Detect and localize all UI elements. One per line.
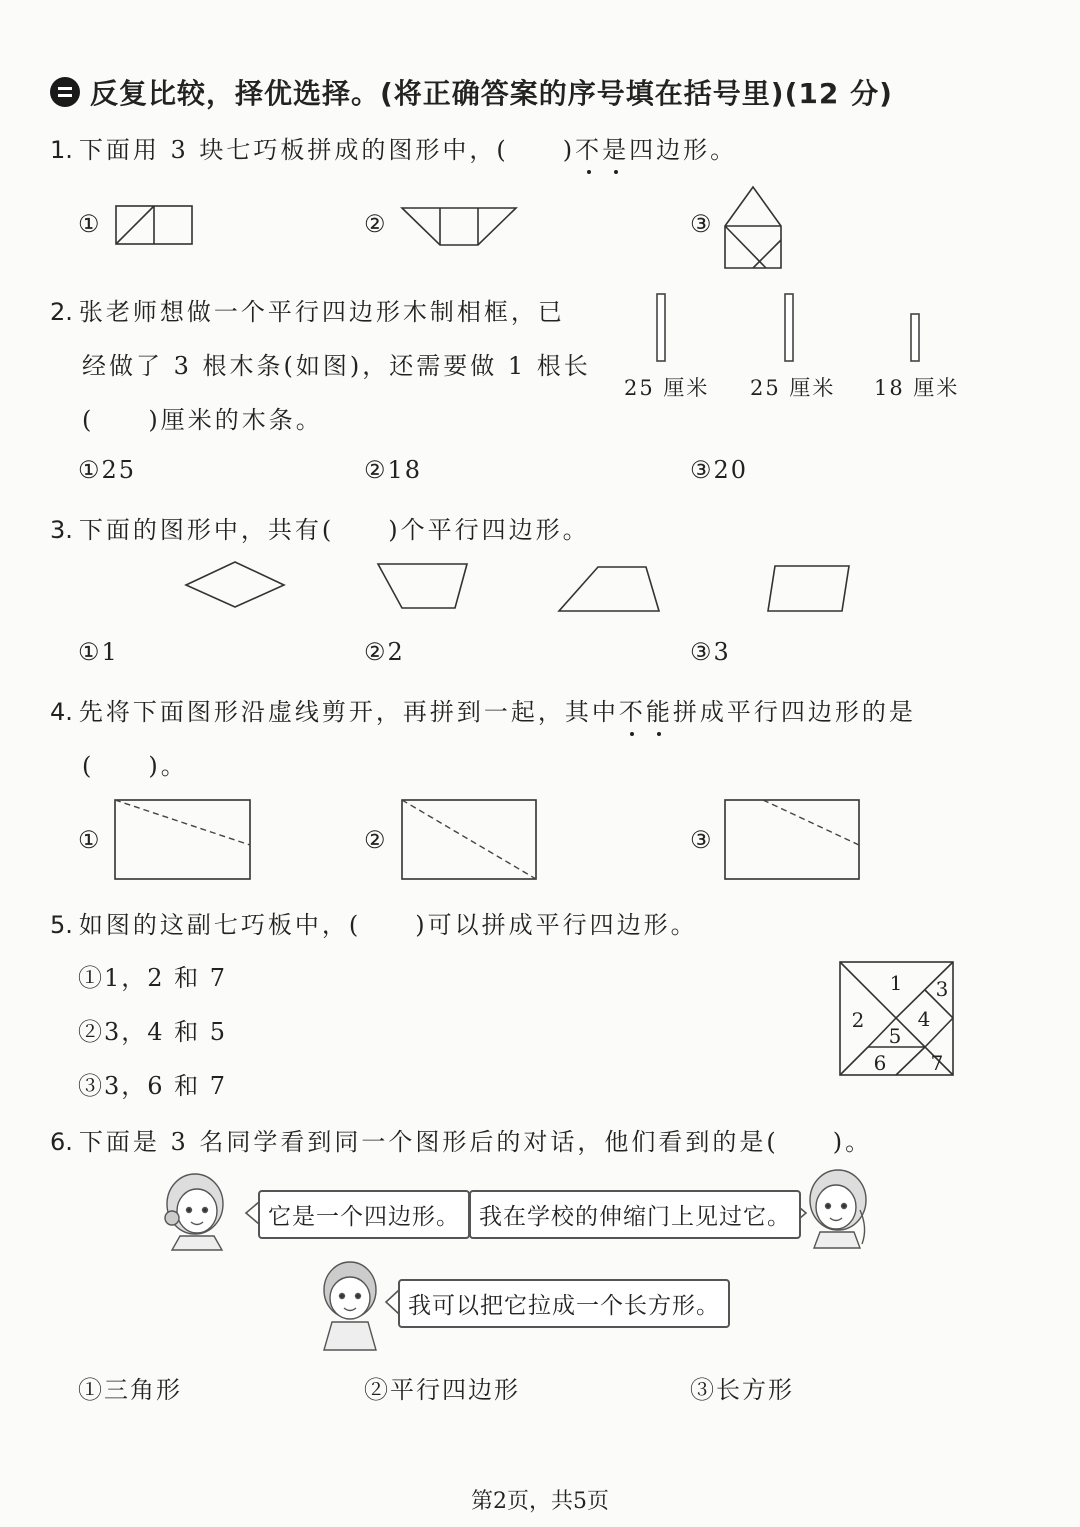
section-title: 反复比较，择优选择。(将正确答案的序号填在括号里)(12 分) xyxy=(90,77,893,110)
q4-option-2: ② xyxy=(364,826,388,854)
q5-option-1: ①1，2 和 7 xyxy=(78,964,228,992)
emphasis-char: 不 xyxy=(575,136,603,164)
question-number: 6. xyxy=(50,1128,73,1156)
q6-option-3: ③长方形 xyxy=(690,1376,794,1404)
question-2-line-3: ( )厘米的木条。 xyxy=(82,406,323,434)
q2-option-1: ①25 xyxy=(78,456,137,484)
q2-option-3: ③20 xyxy=(690,456,749,484)
question-number: 4. xyxy=(50,698,73,726)
question-text: 四边形。 xyxy=(629,136,738,164)
question-text: 下面的图形中，共有( )个平行四边形。 xyxy=(78,516,590,544)
q5-option-3: ③3，6 和 7 xyxy=(78,1072,228,1100)
tangram-label: 5 xyxy=(888,1024,902,1048)
strip-3-length: 18 厘米 xyxy=(874,376,960,400)
q3-option-2: ②2 xyxy=(364,638,405,666)
tangram-label: 7 xyxy=(930,1051,944,1075)
question-text: 如图的这副七巧板中，( )可以拼成平行四边形。 xyxy=(78,911,698,939)
girl-2-illustration xyxy=(810,1170,866,1248)
tangram-label: 4 xyxy=(917,1007,931,1031)
question-text: 先将下面图形沿虚线剪开，再拼到一起，其中 xyxy=(78,698,619,726)
strip-2-length: 25 厘米 xyxy=(750,376,836,400)
boy-illustration xyxy=(324,1262,376,1350)
question-2-line-2: 经做了 3 根木条(如图)，还需要做 1 根长 xyxy=(82,352,591,380)
tangram-label: 2 xyxy=(851,1008,865,1032)
q1-option-2: ② xyxy=(364,210,388,238)
question-text: 下面用 3 块七巧板拼成的图形中，( ) xyxy=(78,136,576,164)
girl-1-illustration xyxy=(165,1174,223,1250)
tangram-label: 6 xyxy=(873,1051,887,1075)
speech-bubble-3: 我可以把它拉成一个长方形。 xyxy=(398,1279,730,1328)
question-4-line-2: ( )。 xyxy=(82,752,188,780)
page-footer: 第2页，共5页 xyxy=(471,1489,609,1514)
q3-option-3: ③3 xyxy=(690,638,731,666)
q6-option-2: ②平行四边形 xyxy=(364,1376,520,1404)
q4-option-1: ① xyxy=(78,826,102,854)
q1-option-3: ③ xyxy=(690,210,714,238)
question-number: 1. xyxy=(50,136,73,164)
q5-option-2: ②3，4 和 5 xyxy=(78,1018,228,1046)
question-number: 3. xyxy=(50,516,73,544)
question-text: 拼成平行四边形的是 xyxy=(672,698,916,726)
question-number: 2. xyxy=(50,298,73,326)
question-number: 5. xyxy=(50,911,73,939)
q4-option-3: ③ xyxy=(690,826,714,854)
q3-option-1: ①1 xyxy=(78,638,119,666)
speech-bubble-2: 我在学校的伸缩门上见过它。 xyxy=(469,1190,801,1239)
tangram-label: 1 xyxy=(889,971,903,995)
question-text: 下面是 3 名同学看到同一个图形后的对话，他们看到的是( )。 xyxy=(78,1128,873,1156)
q2-option-2: ②18 xyxy=(364,456,423,484)
tangram-label: 3 xyxy=(935,977,949,1001)
q1-option-1: ① xyxy=(78,210,102,238)
emphasis-char: 是 xyxy=(602,136,630,164)
q6-option-1: ①三角形 xyxy=(78,1376,182,1404)
emphasis-char: 不 xyxy=(618,698,646,726)
speech-bubble-1: 它是一个四边形。 xyxy=(258,1190,470,1239)
strip-1-length: 25 厘米 xyxy=(624,376,710,400)
emphasis-char: 能 xyxy=(645,698,673,726)
question-text: 张老师想做一个平行四边形木制相框，已 xyxy=(78,298,565,326)
